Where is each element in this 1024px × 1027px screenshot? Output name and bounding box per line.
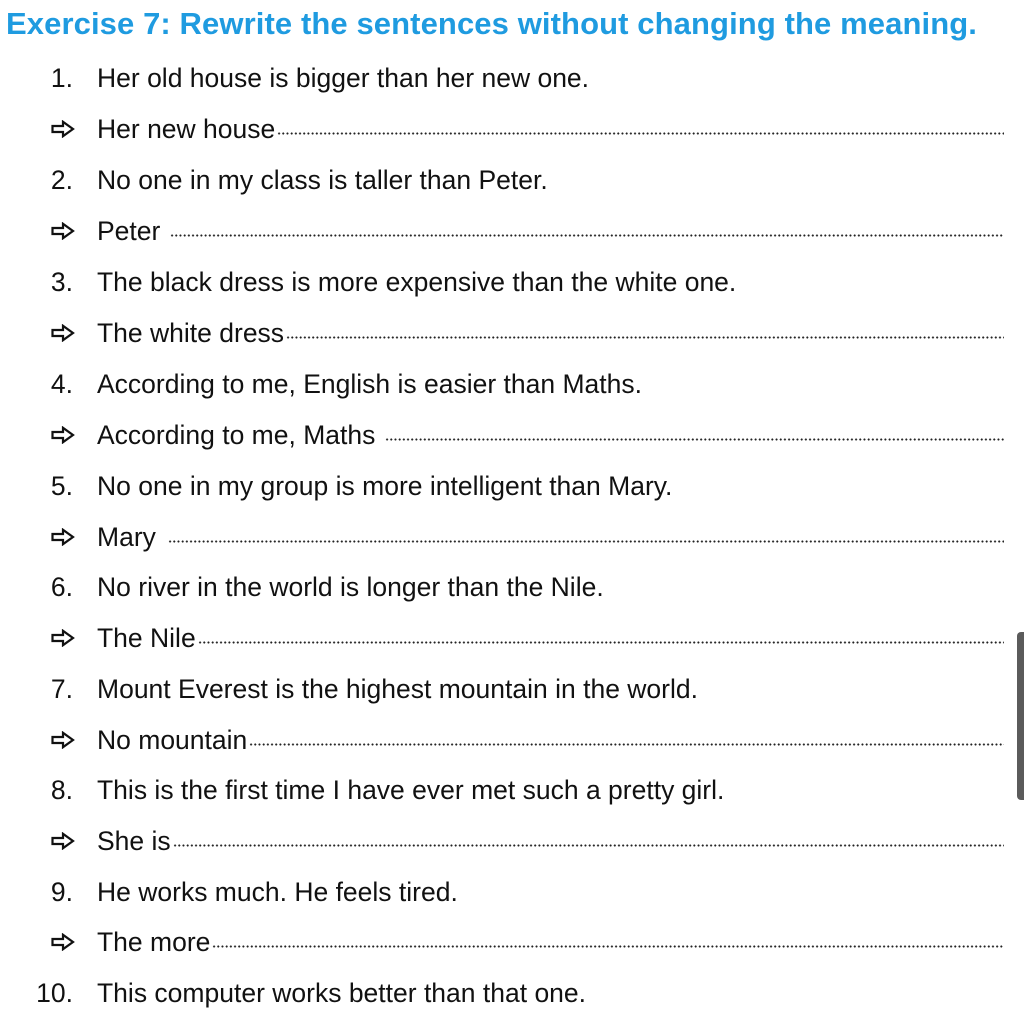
answer-prompt: Peter bbox=[97, 215, 161, 246]
answer-field[interactable] bbox=[97, 725, 1004, 756]
answer-field[interactable] bbox=[97, 623, 1004, 654]
question-number: 1. bbox=[50, 62, 73, 93]
question-number: 5. bbox=[50, 470, 73, 501]
right-arrow-outline-icon bbox=[51, 528, 75, 546]
question-row bbox=[0, 262, 1024, 302]
question-row bbox=[0, 58, 1024, 98]
question-row bbox=[0, 567, 1024, 607]
question-number: 3. bbox=[50, 266, 73, 297]
question-sentence: The black dress is more expensive than the white one. bbox=[97, 266, 737, 297]
answer-prompt: The white dress bbox=[97, 317, 285, 348]
answer-prompt: She is bbox=[97, 825, 171, 856]
question-number: 6. bbox=[50, 571, 73, 602]
answer-prompt: The Nile bbox=[97, 622, 196, 653]
question-number: 9. bbox=[50, 876, 73, 907]
question-row bbox=[0, 669, 1024, 709]
right-arrow-outline-icon bbox=[51, 222, 75, 240]
answer-dotted-line bbox=[170, 234, 1004, 238]
answer-prompt: According to me, Maths bbox=[97, 419, 376, 450]
question-number: 10. bbox=[36, 977, 73, 1008]
question-number: 8. bbox=[50, 774, 73, 805]
question-sentence: No one in my group is more intelligent than Mary. bbox=[97, 470, 673, 501]
question-row bbox=[0, 770, 1024, 810]
answer-prompt: No mountain bbox=[97, 724, 248, 755]
question-sentence: Mount Everest is the highest mountain in the world. bbox=[97, 673, 698, 704]
question-number: 4. bbox=[50, 368, 73, 399]
question-sentence: He works much. He feels tired. bbox=[97, 876, 458, 907]
right-arrow-outline-icon bbox=[51, 933, 75, 951]
exercise-title: Exercise 7: Rewrite the sentences without changing the meaning. bbox=[6, 6, 977, 41]
answer-prompt: The more bbox=[97, 926, 211, 957]
answer-field[interactable] bbox=[97, 826, 1004, 857]
question-sentence: This computer works better than that one. bbox=[97, 977, 587, 1008]
answer-row bbox=[0, 415, 1024, 455]
question-row bbox=[0, 973, 1024, 1013]
answer-field[interactable] bbox=[97, 216, 1004, 247]
answer-row bbox=[0, 720, 1024, 760]
answer-dotted-line bbox=[277, 132, 1004, 136]
answer-dotted-line bbox=[198, 641, 1004, 645]
answer-dotted-line bbox=[168, 540, 1004, 544]
answer-dotted-line bbox=[385, 438, 1004, 442]
answer-row bbox=[0, 211, 1024, 251]
right-arrow-outline-icon bbox=[51, 629, 75, 647]
answer-prompt: Her new house bbox=[97, 113, 276, 144]
answer-field[interactable] bbox=[97, 114, 1004, 145]
answer-dotted-line bbox=[212, 945, 1004, 949]
answer-dotted-line bbox=[249, 743, 1004, 747]
answer-prompt: Mary bbox=[97, 521, 156, 552]
question-sentence: This is the first time I have ever met such a pretty girl. bbox=[97, 774, 725, 805]
answer-row bbox=[0, 821, 1024, 861]
right-arrow-outline-icon bbox=[51, 731, 75, 749]
right-arrow-outline-icon bbox=[51, 120, 75, 138]
answer-field[interactable] bbox=[97, 420, 1004, 451]
answer-row bbox=[0, 313, 1024, 353]
answer-dotted-line bbox=[286, 336, 1004, 340]
answer-field[interactable] bbox=[97, 522, 1004, 553]
answer-row bbox=[0, 517, 1024, 557]
question-number: 2. bbox=[50, 164, 73, 195]
question-number: 7. bbox=[50, 673, 73, 704]
scrollbar[interactable] bbox=[1017, 632, 1024, 800]
right-arrow-outline-icon bbox=[51, 324, 75, 342]
answer-field[interactable] bbox=[97, 927, 1004, 958]
answer-dotted-line bbox=[173, 844, 1004, 848]
answer-row bbox=[0, 109, 1024, 149]
question-sentence: No river in the world is longer than the Nile. bbox=[97, 571, 604, 602]
right-arrow-outline-icon bbox=[51, 426, 75, 444]
question-row bbox=[0, 160, 1024, 200]
answer-field[interactable] bbox=[97, 318, 1004, 349]
question-sentence: No one in my class is taller than Peter. bbox=[97, 164, 548, 195]
question-sentence: According to me, English is easier than Maths. bbox=[97, 368, 642, 399]
question-row bbox=[0, 364, 1024, 404]
answer-row bbox=[0, 618, 1024, 658]
right-arrow-outline-icon bbox=[51, 832, 75, 850]
question-row bbox=[0, 466, 1024, 506]
answer-row bbox=[0, 922, 1024, 962]
question-row bbox=[0, 872, 1024, 912]
question-sentence: Her old house is bigger than her new one. bbox=[97, 62, 590, 93]
